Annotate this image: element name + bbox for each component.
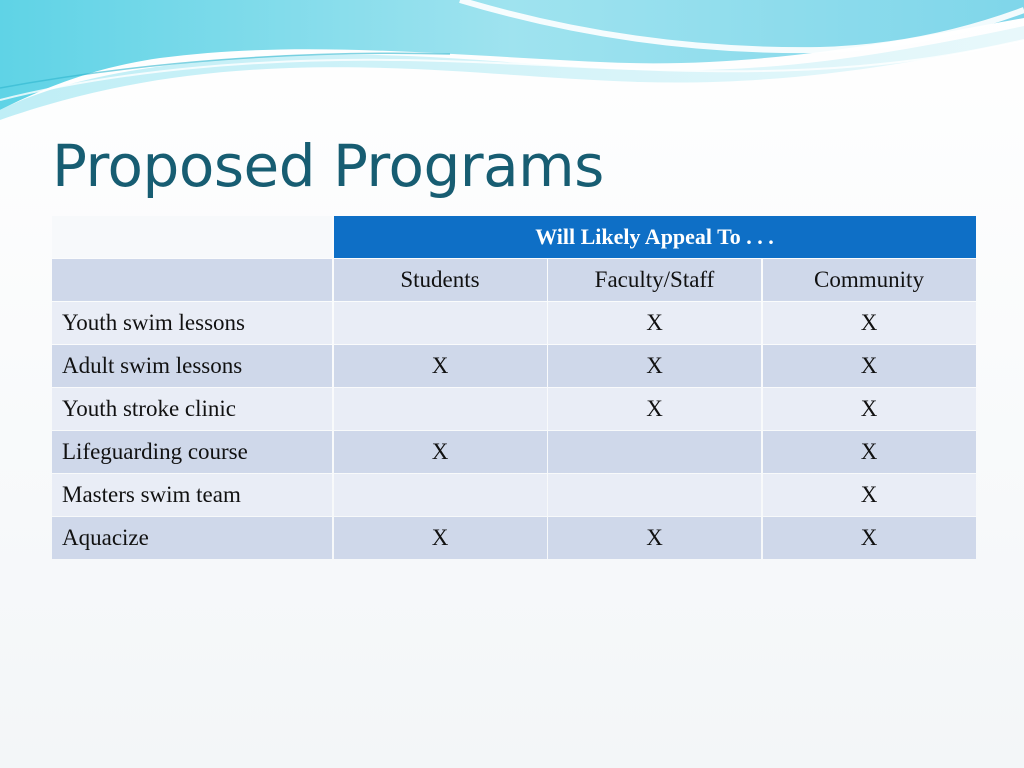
programs-table [52,216,974,559]
faculty-staff-mark: X [548,302,761,344]
appeal-group-header: Will Likely Appeal To . . . [334,216,976,258]
community-mark: X [763,431,976,473]
students-mark [334,388,547,430]
program-name: Aquacize [52,517,332,559]
students-mark: X [334,431,547,473]
slide-title: Proposed Programs [52,132,604,200]
students-mark: X [334,517,547,559]
faculty-staff-mark [548,474,761,516]
community-mark: X [763,517,976,559]
community-mark: X [763,302,976,344]
faculty-staff-mark [548,431,761,473]
program-name: Lifeguarding course [52,431,332,473]
community-mark: X [763,474,976,516]
community-mark: X [763,388,976,430]
wave-decoration [0,0,1024,120]
program-name: Masters swim team [52,474,332,516]
faculty-staff-mark: X [548,517,761,559]
program-name: Adult swim lessons [52,345,332,387]
column-header-faculty-staff: Faculty/Staff [548,259,761,301]
faculty-staff-mark: X [548,388,761,430]
table-header-blank [52,259,332,301]
students-mark [334,302,547,344]
program-name: Youth swim lessons [52,302,332,344]
column-header-community: Community [763,259,976,301]
program-name: Youth stroke clinic [52,388,332,430]
students-mark [334,474,547,516]
students-mark: X [334,345,547,387]
table-corner-cell [52,216,332,258]
faculty-staff-mark: X [548,345,761,387]
community-mark: X [763,345,976,387]
column-header-students: Students [334,259,547,301]
